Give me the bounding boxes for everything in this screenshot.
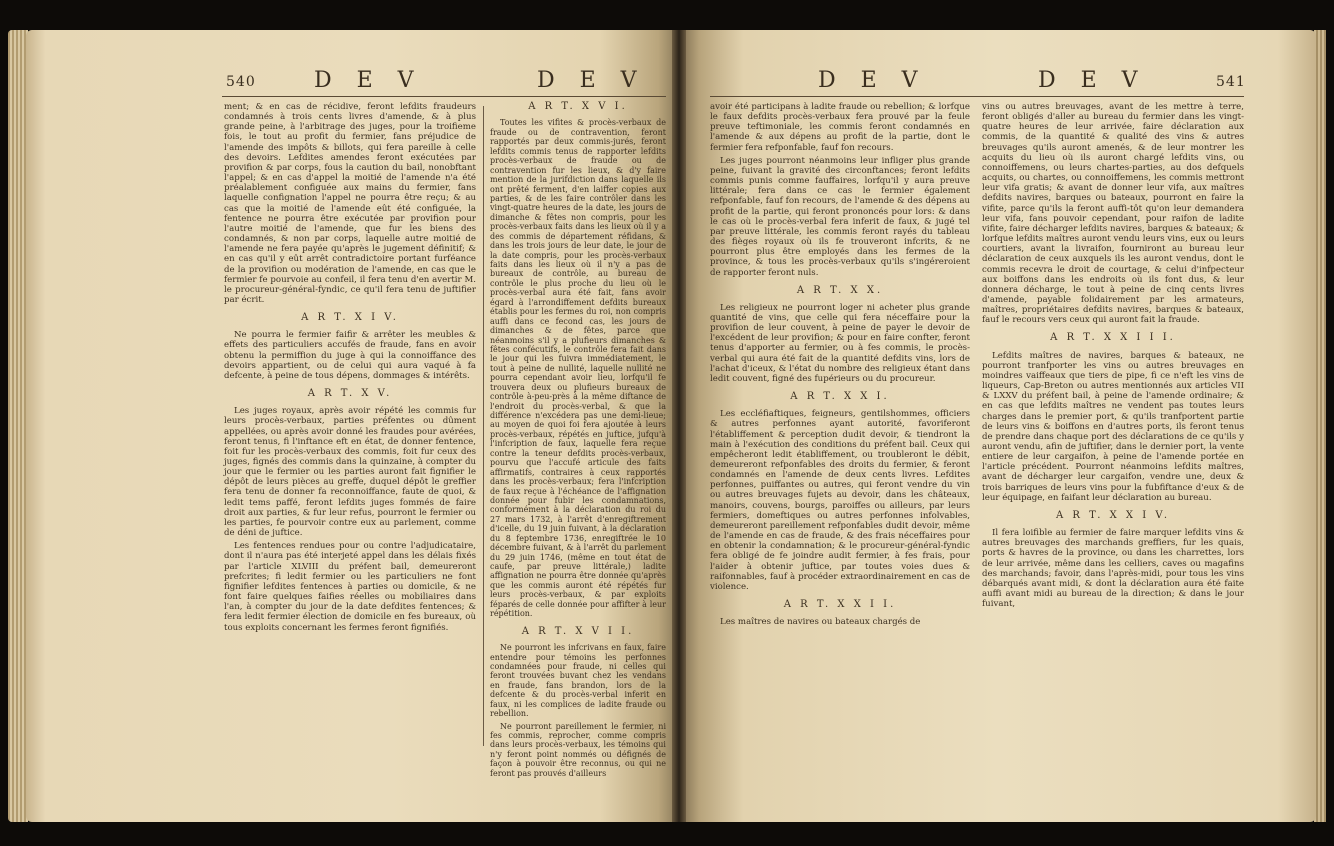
left-page-edge	[8, 30, 28, 822]
running-head-right: D E V	[1038, 68, 1147, 93]
article-heading: A R T. X X I I.	[783, 599, 897, 611]
page-number: 541	[1216, 74, 1246, 90]
paragraph: Les fentences rendues pour ou contre l'adjudicataire, dont il n'aura pas été interjeté appel dans les délais fixés par l'article XLVIII du préfent bail, demeureront prefcrites; fi ledit fermier ou les particuliers ne font fignifier lefdites fentences à parties ou domicile, & ne font faire quelques faifies réelles ou mobiliaires dans l'an, à compter du jour de la date defdites fentences; & fera ledit fermier élection de domicile en fes bureaux, où tous exploits concernant les fermes feront fignifiés.	[224, 541, 476, 633]
paragraph: Ne pourra le fermier faifir & arrêter les meubles & effets des particuliers accufés de fraude, fans en avoir obtenu la permiffion du juge à qui la connoiffance des devoirs appartient, ou de celui qui aura vaqué à fa defcente, à peine de tous dépens, dommages & intérêts.	[224, 330, 476, 381]
header-rule	[222, 96, 666, 97]
paragraph: Toutes les vifites & procès-verbaux de fraude ou de contravention, feront rapportés par deux commis-jurés, feront lefdits commis tenus de rapporter lefdits procès-verbaux de fraude ou de contravention fur les lieux, & d'y faire mention de la jurifdiction dans laquelle ils ont prêté ferment, d'en laiffer copies aux parties, & de les faire contrôler dans les vingt-quatre heures de la date, les jours de dimanche & fêtes non compris, pour les procès-verbaux faits dans les lieux où il y a des commis de département réfidans, & dans les trois jours de leur date, le jour de la date compris, pour les procès-verbaux faits dans les lieux où il n'y a pas de bureaux de contrôle, au bureau de contrôle le plus proche du lieu où le procès-verbal aura été fait, fans avoir égard à l'arrondiffement defdits bureaux établis pour les fermes du roi, non compris auffi dans ce fecond cas, les jours de dimanches & de fêtes, parce que néanmoins s'il y a plufieurs dimanches & fêtes confécutifs, le contrôle fera fait dans le jour qui les fuivra immédiatement, le tout à peine de nullité, laquelle nullité ne pourra cependant avoir lieu, lorfqu'il fe trouvera deux ou plufieurs bureaux de contrôle à-peu-près à la même diftance de l'endroit du procès-verbal, & que la différence n'excédera pas une demi-lieue; au moyen de quoi foi fera ajoutée à leurs procès-verbaux, répétés en juftice, jufqu'à l'infcription de faux, laquelle fera reçue contre la teneur defdits procès-verbaux, pourvu que l'accufé articule des faits affirmatifs, contraires à ceux rapportés dans les procès-verbaux; fera l'infcription de faux reçue à l'échéance de l'affignation donnée pour fubir les condamnations, conformément à la déclaration du roi du 27 mars 1732, à l'arrêt d'enregiftrement d'icelle, du 19 juin fuivant, à la déclaration du 8 feptembre 1736, enregiftrée le 10 décembre fuivant, & à l'arrêt du parlement du 29 juin 1746, (même en tout état de caufe, par preuve littérale,) ladite affignation ne pourra être donnée qu'après que les commis auront été répétés fur leurs procès-verbaux, & par exploits féparés de celle donnée pour affifter à leur répétition.	[490, 118, 666, 619]
running-head-left: D E V	[818, 68, 927, 93]
page-number: 540	[226, 74, 256, 90]
article-heading: A R T. X V.	[307, 388, 393, 400]
left-page	[26, 30, 678, 822]
paragraph: Ne pourront pareillement le fermier, ni fes commis, reprocher, comme compris dans leurs procès-verbaux, les témoins qui n'y feront point nommés ou défignés de façon à pouvoir être reconnus, ou qui ne feront pas prouvés d'ailleurs	[490, 721, 666, 778]
right-page	[680, 30, 1316, 822]
paragraph: Les religieux ne pourront loger ni acheter plus grande quantité de vins, que celle qui fera néceffaire pour la provifion de leur couvent, à peine de payer le devoir de l'excédent de leur provifion; & pour en faire confter, feront tenus d'apporter au fermier, ou à fes commis, le procès-verbal qui aura été fait de la quantité defdits vins, lors de l'achat d'iceux, & l'état du nombre des religieux étant dans ledit couvent, figné des fupérieurs ou du procureur.	[710, 302, 970, 384]
article-heading: A R T. X X I V.	[1055, 509, 1171, 521]
text-column-2	[490, 102, 666, 781]
text-column-2	[982, 102, 1244, 612]
paragraph: avoir été participans à ladite fraude ou rebellion; & lorfque le faux defdits procès-verbaux fera prouvé par la feule preuve teftimoniale, les commis feront condamnés en l'amende & aux dépens au profit de la partie, dont le fermier fera refponfable, fauf fon recours.	[710, 102, 970, 153]
article-heading: A R T. X X I I I.	[1050, 332, 1176, 344]
paragraph: Les juges royaux, après avoir répété les commis fur leurs procès-verbaux, parties préfentes ou dûment appellées, ou après avoir donné les fraudes pour avérées, feront tenus, fi l'inftance eft en état, de donner fentence, foit fur les procès-verbaux des commis, foit fur ceux des juges, fignés des commis dans la quinzaine, à compter du jour que le fermier ou les parties auront fait fignifier le dépôt de leurs pièces au greffe, duquel dépôt le greffier fera tenu de donner fa reconnoiffance, faute de quoi, & ledit tems paffé, feront lefdits juges fommés de faire droit aux parties, & fur leur refus, pourront le fermier ou les parties, fe pourvoir contre eux au parlement, comme de déni de juftice.	[224, 406, 476, 539]
running-head-left: D E V	[314, 68, 423, 93]
header-rule	[710, 96, 1244, 97]
running-head-right: D E V	[537, 68, 646, 93]
article-heading: A R T. X I V.	[301, 312, 399, 324]
paragraph: Ne pourront les infcrivans en faux, faire entendre pour témoins les perfonnes condamnées pour fraude, ni celles qui feront trouvées buvant chez les vendans en fraude, fans brandon, lors de la defcente & du procès-verbal inferit en faux, ni les complices de ladite fraude ou rebellion.	[490, 643, 666, 719]
paragraph: ment; & en cas de récidive, feront lefdits fraudeurs condamnés à trois cents livres d'amende, & à plus grande peine, à l'arbitrage des juges, pour la troifieme fois, le tout au profit du fermier, fans préjudice de l'amende des impôts & billots, qui fera pareille à celle des devoirs. Lefdites amendes feront exécutées par provifion & par corps, fous la caution du bail, nonobftant l'appel; & en cas d'appel la moitié de l'amende n'a été préalablement configuée aux mains du fermier, fans laquelle confignation l'appel ne pourra être reçu; & au cas que la moitié de l'amende eût été configuée, la fentence ne pourra être exécutée par provifion pour l'autre moitié de l'amende, que fur les biens des condamnés, & non par corps, laquelle autre moitié de l'amende ne fera payée qu'après le jugement définitif; & en cas qu'il y eût arrêt contradictoire portant furféance de la provifion ou modération de l'amende, en cas que le fermier fe pourvoie au confeil, il fera tenu d'en avertir M. le procureur-général-fyndic, ce qu'il fera tenu de juftifier par écrit.	[224, 102, 476, 305]
article-heading: A R T. X V I.	[528, 101, 628, 112]
column-divider	[483, 106, 484, 746]
article-heading: A R T. X X I.	[790, 391, 890, 403]
article-heading: A R T. X X.	[796, 284, 884, 296]
article-heading: A R T. X V I I.	[521, 625, 635, 637]
text-column-1	[224, 102, 476, 636]
paragraph: Les juges pourront néanmoins leur infliger plus grande peine, fuivant la gravité des circonftances; feront lefdits commis punis comme fauffaires, lorfqu'il y aura preuve littérale; fera dans ce cas le fermier également refponfable, fauf fon recours, de l'amende & des dépens au profit de la partie, qui feront prononcés pour lors: & dans le cas où le procès-verbal fera inferit de faux, & jugé tel par preuve littérale, les commis feront rayés du tableau des fièges royaux où ils fe trouveront infcrits, & ne pourront plus être employés dans les fermes de la province, & tous les procès-verbaux qu'ils s'ingéreroient de rapporter feront nuls.	[710, 155, 970, 278]
paragraph: Les maîtres de navires ou bateaux chargés de	[720, 617, 921, 628]
text-column-1	[710, 102, 970, 630]
paragraph: Il fera loifible au fermier de faire marquer lefdits vins & autres breuvages des marchands greffiers, fur les quais, ports & havres de la province, ou dans les charrettes, lors de leur arrivée, même dans les celliers, caves ou magafins des marchands; favoir, dans l'après-midi, pour tous les vins débarqués avant midi, & dont la déclaration aura été faite auffi avant midi au bureau de la direction; & dans le jour fuivant,	[982, 528, 1244, 610]
paragraph: vins ou autres breuvages, avant de les mettre à terre, feront obligés d'aller au bureau du fermier dans les vingt-quatre heures de leur arrivée, faire déclaration aux commis, de la quantité & qualité des vins & autres breuvages qu'ils auront amenés, & de leur montrer les acquits du lieu où ils auront chargé lefdits vins, ou connoiffemens, ou leurs chartes-parties, au dos defquels acquits, ou chartes, ou connoiffemens, les commis mettront leur vifa gratis; & avant de donner leur vifa, aux maîtres defdits navires, barques ou bateaux, pourront en faire la vifite, parce qu'ils la feront auffi-tôt qu'on leur demandera leur vifa, fans pouvoir cependant, pour raifon de ladite vifite, faire décharger lefdits navires, barques & bateaux; & lorfque lefdits maîtres auront vendu leurs vins, eux ou leurs courtiers, avant la livraifon, fourniront au bureau leur déclaration de ceux auxquels ils les auront vendus, dont le commis recevra le droit de courtage, & celui d'infpecteur aux boiffons dans les endroits où ils font dus, & leur donnera décharge, le tout à peine de cinq cents livres d'amende, payable folidairement par les armateurs, maîtres, propriétaires defdits navires, barques & bateaux, fauf le recours vers ceux qui auront fait la fraude.	[982, 102, 1244, 326]
paragraph: Les eccléfiaftiques, feigneurs, gentilshommes, officiers & autres perfonnes ayant autorité, favoriferont l'établiffement & perception dudit devoir, & tiendront la main à l'exécution des conditions du préfent bail. Ceux qui empêcheront ledit établiffement, ou troubleront le débit, demeureront refponfables des droits du fermier, & feront condamnés en l'amende de deux cents livres. Lefdites perfonnes, puiffantes ou autres, qui feront vendre du vin ou autres breuvages fujets au devoir, dans les châteaux, manoirs, couvens, bourgs, paroiffes ou ailleurs, par leurs fermiers, domeftiques ou autres perfonnes infolvables, demeureront pareillement refponfables dudit devoir, même de l'amende en cas de fraude, & des frais néceffaires pour en obtenir la condamnation; & le procureur-général-fyndic fera obligé de fe joindre audit fermier, à fes frais, pour l'aider à obtenir juftice, par toutes voies dues & raifonnables, fauf à procéder extraordinairement en cas de violence.	[710, 409, 970, 592]
paragraph: Lefdits maîtres de navires, barques & bateaux, ne pourront tranfporter les vins ou autres breuvages en moindres vaiffeaux que tiers de pipe, fi ce n'eft les vins de liqueurs, Cap-Breton ou autres mentionnés aux articles VII & LXXV du préfent bail, à peine de l'amende ordinaire; & en cas que lefdits maîtres ne vendent pas toutes leurs charges dans le premier port, & qu'ils tranfportent partie de leurs vins & boiffons en d'autres ports, ils feront tenus de prendre dans chaque port des déclarations de ce qu'ils y auront vendu, afin de juftifier, dans le dernier port, la vente entiere de leur cargaifon, à peine de l'amende portée en l'article précédent. Pourront néanmoins lefdits maîtres, avant de décharger leur cargaifon, vendre une, deux & trois barriques de leurs vins pour la fubfiftance d'eux & de leur équipage, en faifant leur déclaration au bureau.	[982, 350, 1244, 503]
book-gutter	[672, 30, 686, 822]
